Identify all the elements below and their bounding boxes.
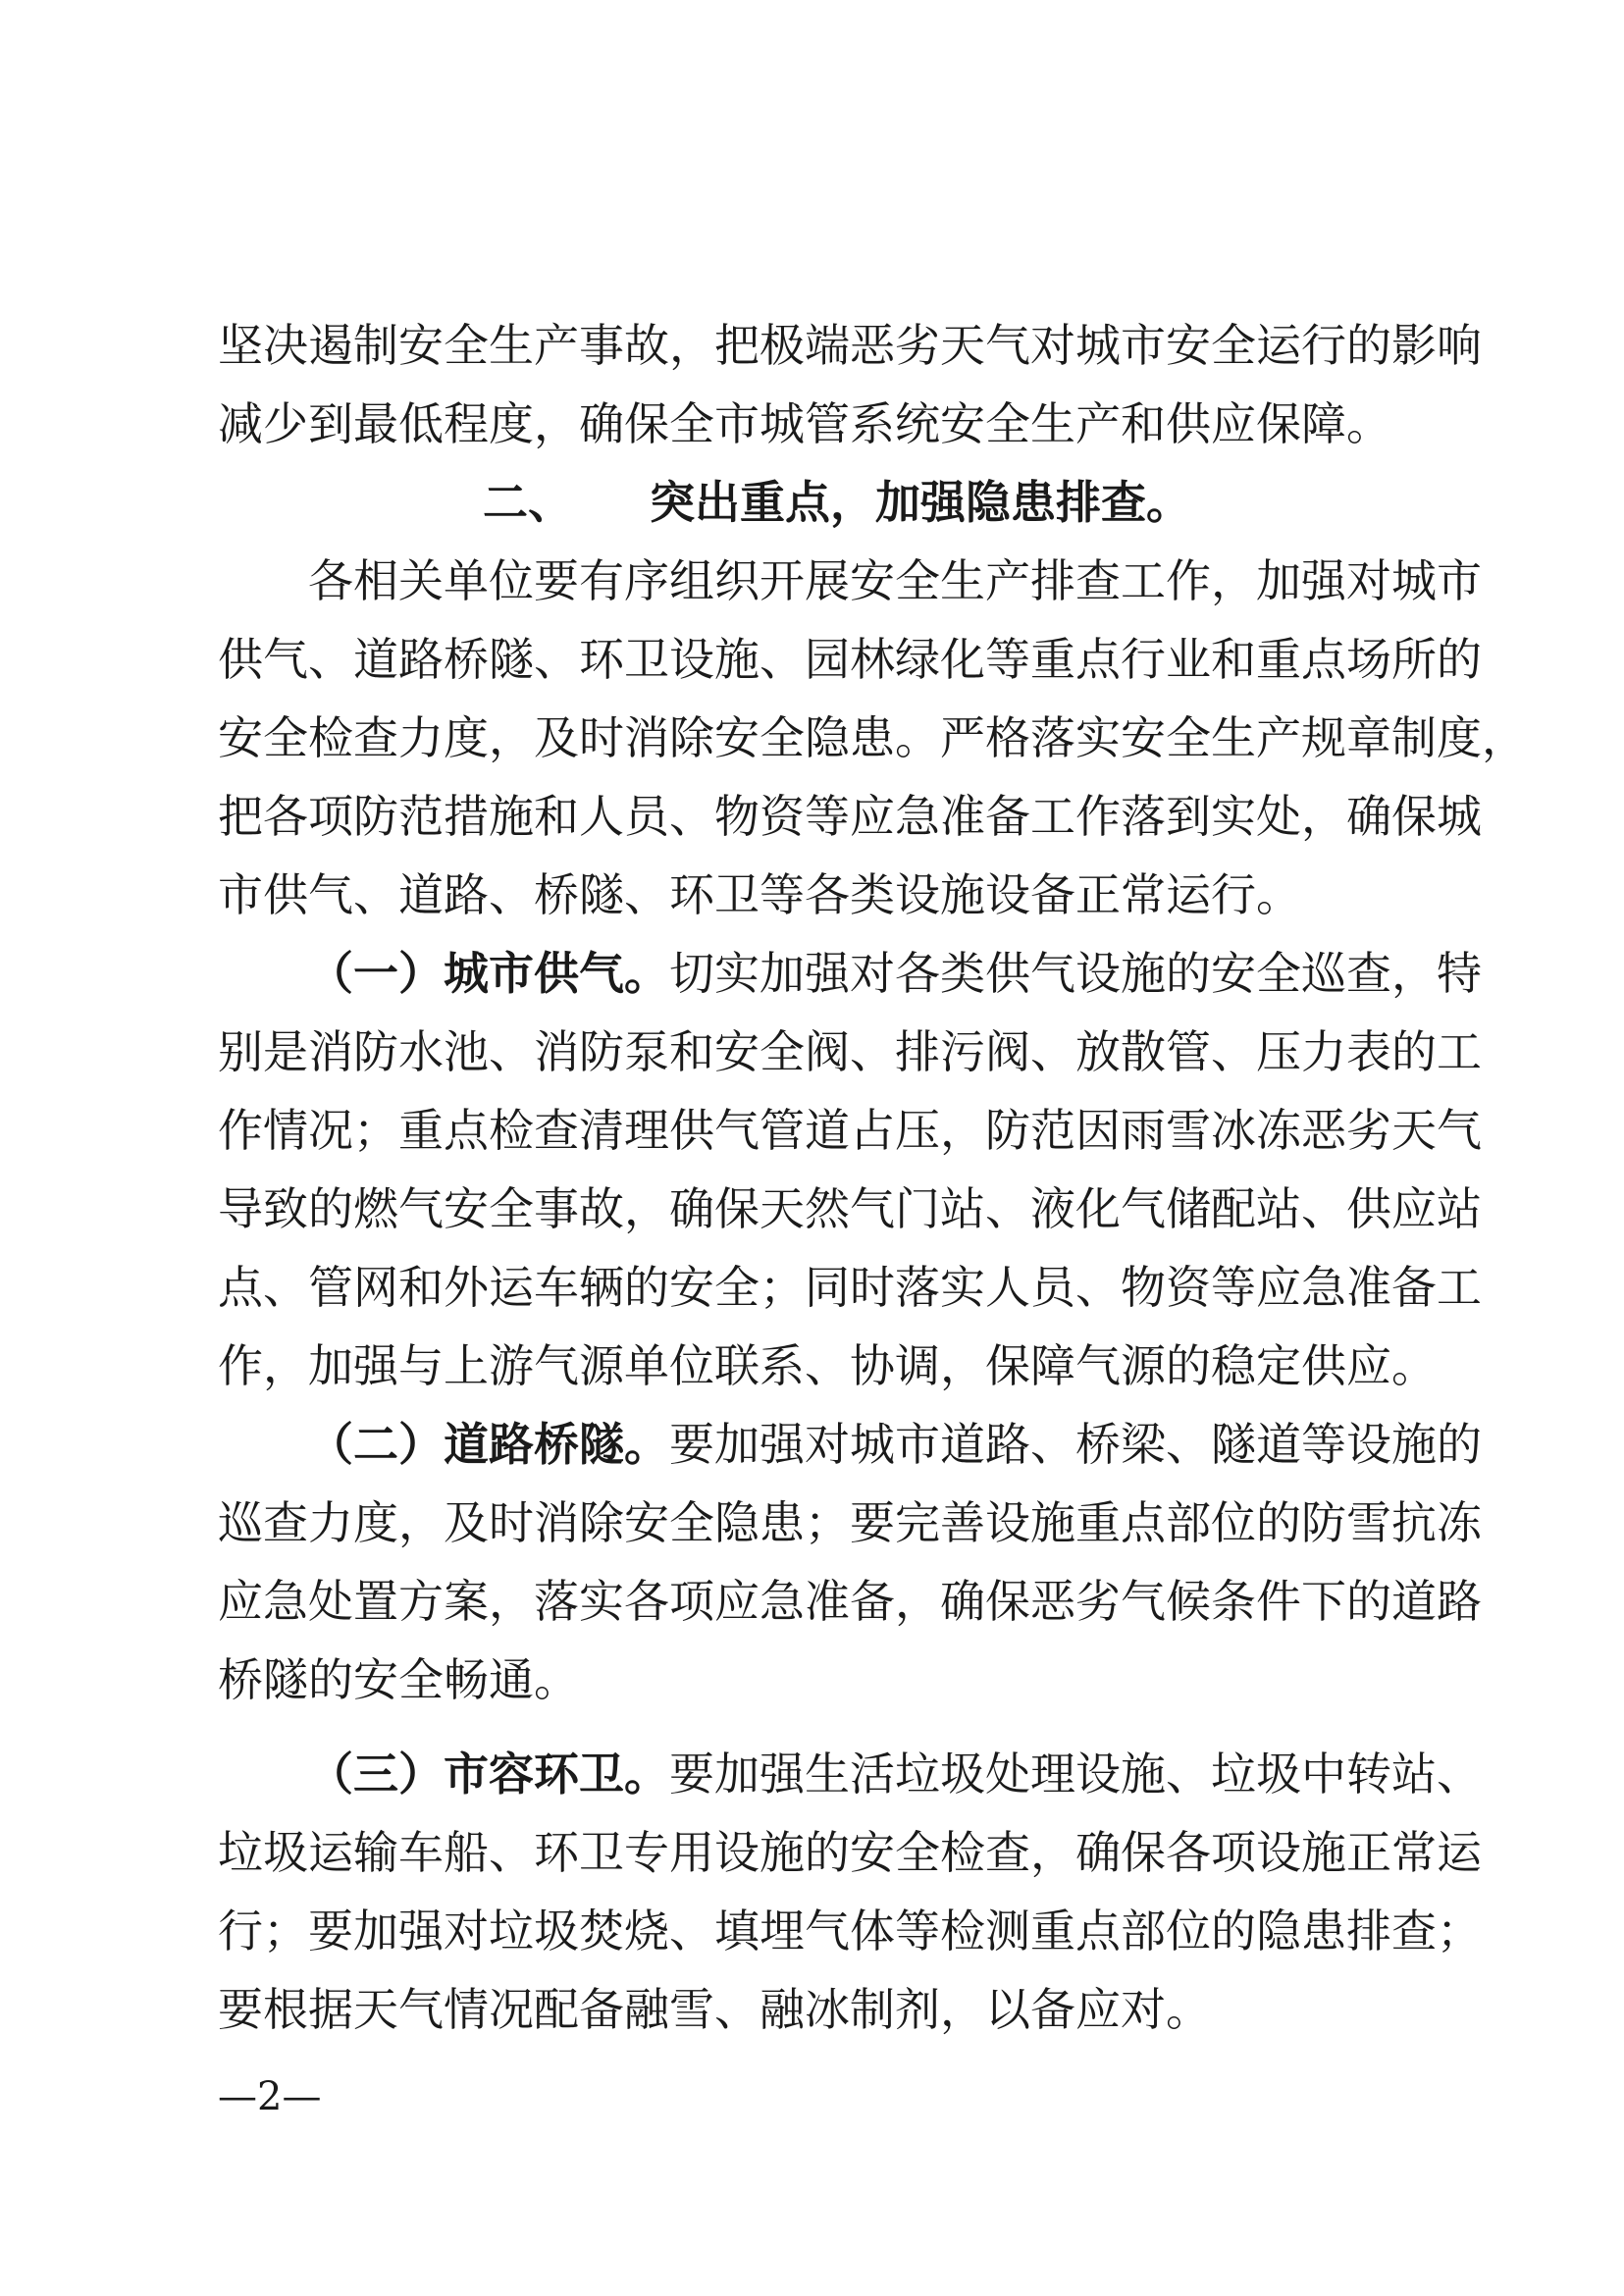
text-line: 把各项防范措施和人员、物资等应急准备工作落到实处，确保城 — [218, 790, 1482, 843]
text-line: 应急处置方案，落实各项应急准备，确保恶劣气候条件下的道路 — [218, 1575, 1482, 1628]
text-line: 市供气、道路、桥隧、环卫等各类设施设备正常运行。 — [218, 868, 1301, 921]
subsection-first-line — [218, 1405, 1482, 1484]
subsection-first-line — [218, 1735, 1482, 1813]
subsection-text: 切实加强对各类供气设施的安全巡查，特 — [669, 947, 1482, 1000]
document-body — [218, 306, 1527, 2049]
text-line: 垃圾运输车船、环卫专用设施的安全检查，确保各项设施正常运 — [218, 1826, 1482, 1879]
text-line: 行；要加强对垃圾焚烧、填埋气体等检测重点部位的隐患排查； — [218, 1905, 1482, 1957]
subsection-label: （二）道路桥隧。 — [308, 1418, 669, 1471]
section-title: 突出重点，加强隐患排查。 — [650, 476, 1191, 529]
page-number: —2— — [218, 2074, 322, 2119]
text-line: 各相关单位要有序组织开展安全生产排查工作，加强对城市 — [308, 554, 1482, 607]
subsection-first-line — [218, 934, 1482, 1013]
text-line: 供气、道路桥隧、环卫设施、园林绿化等重点行业和重点场所的 — [218, 633, 1482, 686]
subsection-label: （三）市容环卫。 — [308, 1748, 669, 1800]
text-line: 作，加强与上游气源单位联系、协调，保障气源的稳定供应。 — [218, 1339, 1437, 1392]
text-line: 减少到最低程度，确保全市城管系统安全生产和供应保障。 — [218, 397, 1391, 450]
text-line: 导致的燃气安全事故，确保天然气门站、液化气储配站、供应站 — [218, 1182, 1482, 1235]
text-line: 要根据天气情况配备融雪、融冰制剂，以备应对。 — [218, 1983, 1211, 2036]
paragraph-gap — [218, 1719, 1425, 1735]
text-line: 安全检查力度，及时消除安全隐患。严格落实安全生产规章制度， — [218, 711, 1527, 764]
subsection-text: 要加强生活垃圾处理设施、垃圾中转站、 — [669, 1748, 1482, 1800]
subsection-label: （一）城市供气。 — [308, 947, 669, 1000]
text-line: 桥隧的安全畅通。 — [218, 1653, 579, 1706]
text-line: 别是消防水池、消防泵和安全阀、排污阀、放散管、压力表的工 — [218, 1025, 1482, 1078]
text-line: 坚决遏制安全生产事故，把极端恶劣天气对城市安全运行的影响 — [218, 319, 1482, 372]
section-number: 二、 — [483, 476, 573, 529]
text-line: 作情况；重点检查清理供气管道占压，防范因雨雪冰冻恶劣天气 — [218, 1104, 1482, 1157]
text-line: 巡查力度，及时消除安全隐患；要完善设施重点部位的防雪抗冻 — [218, 1496, 1482, 1549]
subsection-text: 要加强对城市道路、桥梁、隧道等设施的 — [669, 1418, 1482, 1471]
section-heading — [218, 463, 1425, 542]
text-line: 点、管网和外运车辆的安全；同时落实人员、物资等应急准备工 — [218, 1261, 1482, 1314]
